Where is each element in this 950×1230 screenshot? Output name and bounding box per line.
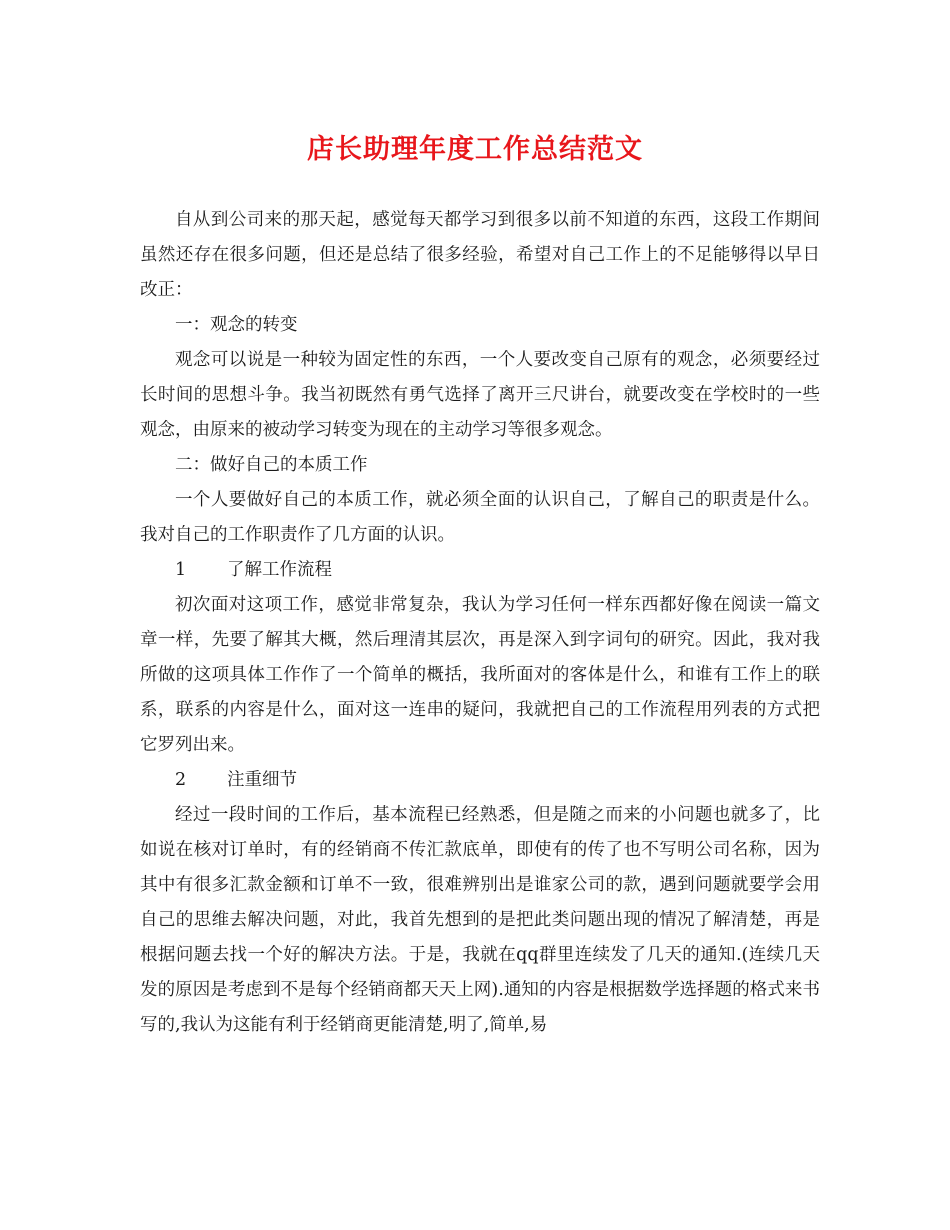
paragraph-intro: 自从到公司来的那天起，感觉每天都学习到很多以前不知道的东西，这段工作期间虽然还存在很多问题，但还是总结了很多经验，希望对自己工作上的不足能够得以早日改正： (140, 210, 820, 300)
paragraph-concept: 观念可以说是一种较为固定性的东西，一个人要改变自己原有的观念，必须要经过长时间的思想斗争。我当初既然有勇气选择了离开三尺讲台，就要改变在学校时的一些观念，由原来的被动学习转变为现在的主动学习等很多观念。 (140, 350, 820, 440)
document-body (140, 203, 820, 1043)
item-number: 2 (175, 770, 187, 790)
paragraph-duty: 一个人要做好自己的本质工作，就必须全面的认识自己，了解自己的职责是什么。我对自己的工作职责作了几方面的认识。 (140, 490, 820, 545)
item-number: 1 (175, 560, 187, 580)
paragraph-details: 经过一段时间的工作后，基本流程已经熟悉，但是随之而来的小问题也就多了，比如说在核对订单时，有的经销商不传汇款底单，即使有的传了也不写明公司名称，因为其中有很多汇款金额和订单不一致，很难辨别出是谁家公司的款，遇到问题就要学会用自己的思维去解决问题，对此，我首先想到的是把此类问题出现的情况了解清楚，再是根据问题去找一个好的解决方法。于是，我就在qq群里连续发了几天的通知.(连续几天发的原因是考虑到不是每个经销商都天天上网).通知的内容是根据数学选择题的格式来书写的,我认为这能有利于经销商更能清楚,明了,简单,易 (140, 805, 820, 1035)
paragraph-workflow: 初次面对这项工作，感觉非常复杂，我认为学习任何一样东西都好像在阅读一篇文章一样，先要了解其大概，然后理清其层次，再是深入到字词句的研究。因此，我对我所做的这项具体工作作了一个简单的概括，我所面对的客体是什么，和谁有工作上的联系，联系的内容是什么，面对这一连串的疑问，我就把自己的工作流程用列表的方式把它罗列出来。 (140, 595, 820, 755)
numbered-heading-2 (140, 763, 820, 798)
item-heading: 了解工作流程 (227, 560, 332, 580)
section-heading-1: 一：观念的转变 (175, 315, 298, 335)
item-heading: 注重细节 (227, 770, 297, 790)
numbered-heading-1 (140, 553, 820, 588)
document-title: 店长助理年度工作总结范文 (307, 134, 643, 165)
section-heading-2: 二：做好自己的本质工作 (175, 455, 368, 475)
